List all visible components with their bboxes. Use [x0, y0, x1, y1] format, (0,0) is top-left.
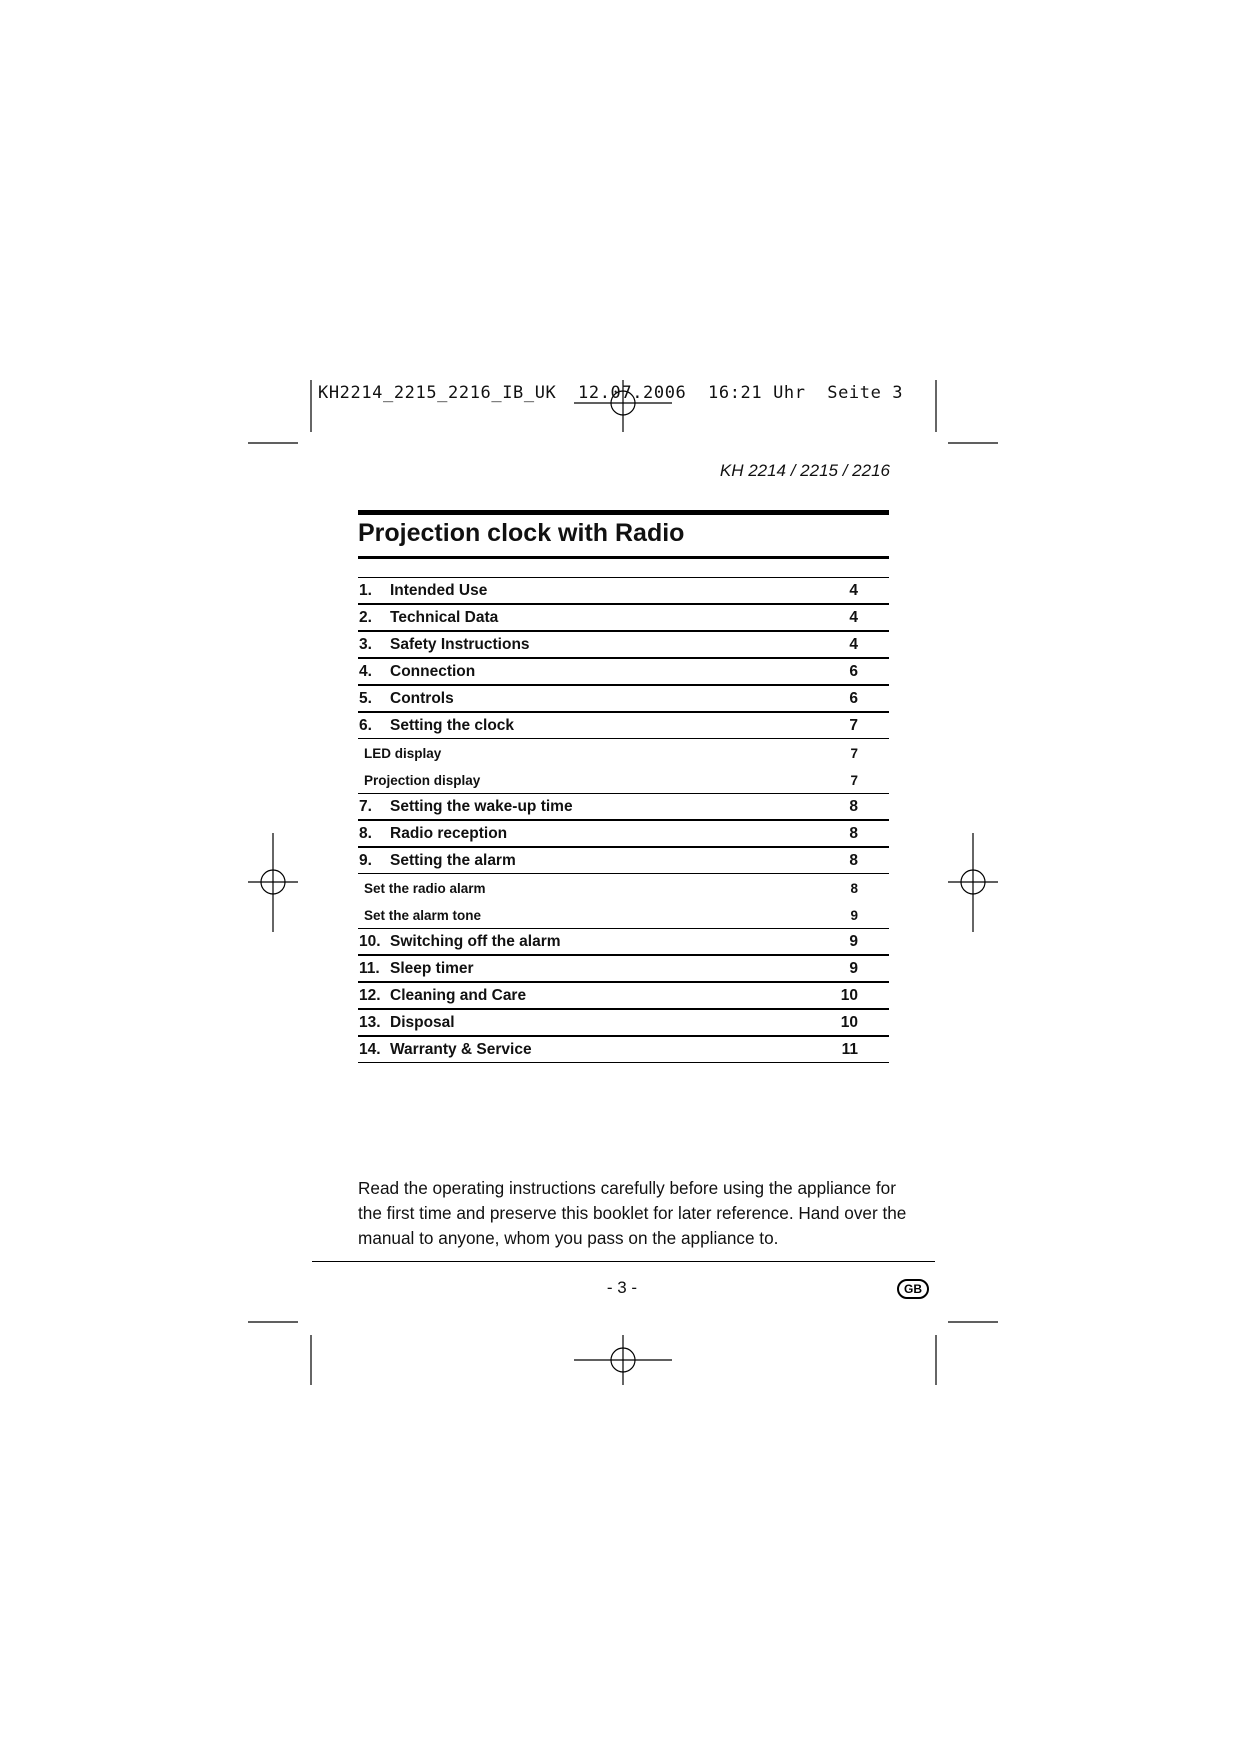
toc-number: 2.	[359, 609, 372, 626]
toc-label: Connection	[390, 663, 476, 680]
intro-line: the first time and preserve this booklet for later reference. Hand over the	[358, 1203, 907, 1223]
toc-rule	[358, 712, 889, 713]
toc-entry	[358, 658, 889, 685]
toc-subentry	[358, 874, 889, 901]
toc-page: 8	[850, 881, 858, 896]
toc-entry	[358, 955, 889, 982]
toc-entry	[358, 982, 889, 1009]
toc-page: 6	[849, 663, 858, 680]
toc-label: Set the radio alarm	[364, 881, 486, 896]
toc-label: Warranty & Service	[390, 1041, 532, 1058]
toc-number: 14.	[359, 1041, 381, 1058]
toc-page: 9	[849, 960, 858, 977]
toc-rule	[358, 793, 889, 794]
toc-rule	[358, 928, 889, 929]
toc-entry	[358, 631, 889, 658]
toc-label: Intended Use	[390, 582, 488, 599]
title-rule-top	[358, 510, 889, 515]
toc-label: Set the alarm tone	[364, 908, 482, 923]
toc-number: 4.	[359, 663, 372, 680]
toc-label: Technical Data	[390, 609, 499, 626]
footer-rule	[312, 1261, 935, 1262]
model-number: KH 2214 / 2215 / 2216	[719, 461, 890, 480]
toc-number: 5.	[359, 690, 372, 707]
page-number: - 3 -	[606, 1278, 638, 1297]
toc-label: Sleep timer	[390, 960, 474, 977]
toc-rule	[358, 1009, 889, 1010]
print-slug: KH2214_2215_2216_IB_UK 12.07.2006 16:21 Uhr Seite 3	[318, 383, 904, 403]
toc-number: 3.	[359, 636, 372, 653]
page-title: Projection clock with Radio	[358, 519, 685, 547]
toc-entry	[358, 793, 889, 820]
toc-rule	[358, 577, 889, 578]
toc-page: 7	[849, 717, 858, 734]
toc-entry	[358, 712, 889, 739]
toc-subentry	[358, 739, 889, 766]
toc-rule	[358, 982, 889, 983]
toc-entry	[358, 577, 889, 604]
toc-number: 8.	[359, 825, 372, 842]
toc-entry	[358, 1009, 889, 1036]
toc-rule	[358, 820, 889, 821]
toc-label: Disposal	[390, 1014, 455, 1031]
toc-page: 7	[850, 773, 858, 788]
toc-number: 7.	[359, 798, 372, 815]
toc-entry	[358, 1036, 889, 1063]
toc-label: Setting the clock	[390, 717, 515, 734]
toc-label: Projection display	[364, 773, 481, 788]
toc-rule	[358, 658, 889, 659]
toc-page: 4	[849, 609, 858, 626]
toc-label: Cleaning and Care	[390, 987, 527, 1004]
toc-label: Radio reception	[390, 825, 508, 842]
toc-subentry	[358, 901, 889, 928]
toc-number: 6.	[359, 717, 372, 734]
toc-rule	[358, 955, 889, 956]
toc-label: Setting the alarm	[390, 852, 516, 869]
toc-number: 12.	[359, 987, 381, 1004]
toc-number: 13.	[359, 1014, 381, 1031]
toc-rule	[358, 604, 889, 605]
toc-entry	[358, 847, 889, 874]
toc-rule	[358, 847, 889, 848]
toc-page: 8	[849, 798, 858, 815]
toc-page: 9	[850, 908, 858, 923]
toc-label: Controls	[390, 690, 454, 707]
toc-page: 11	[841, 1041, 858, 1058]
toc-page: 6	[849, 690, 858, 707]
toc-label: LED display	[364, 746, 442, 761]
toc-number: 1.	[359, 582, 372, 599]
toc-page: 8	[849, 825, 858, 842]
toc-page: 4	[849, 582, 858, 599]
toc-rule	[358, 1062, 889, 1063]
toc-entry	[358, 604, 889, 631]
toc-rule	[358, 631, 889, 632]
toc-page: 10	[840, 1014, 858, 1031]
toc-entry	[358, 820, 889, 847]
toc-page: 10	[840, 987, 858, 1004]
intro-line: manual to anyone, whom you pass on the appliance to.	[358, 1228, 779, 1248]
intro-line: Read the operating instructions carefully before using the appliance for	[358, 1178, 896, 1198]
toc-label: Switching off the alarm	[390, 933, 561, 950]
intro-paragraph	[358, 1176, 907, 1251]
toc-subentry	[358, 766, 889, 793]
toc-number: 10.	[359, 933, 381, 950]
toc-page: 8	[849, 852, 858, 869]
language-badge: GB	[897, 1279, 929, 1299]
toc-entry	[358, 685, 889, 712]
toc-page: 7	[850, 746, 858, 761]
title-rule-bottom	[358, 556, 889, 559]
toc-label: Safety Instructions	[390, 636, 530, 653]
toc-page: 4	[849, 636, 858, 653]
toc-page: 9	[849, 933, 858, 950]
toc-rule	[358, 1036, 889, 1037]
toc-entry	[358, 928, 889, 955]
toc-rule	[358, 685, 889, 686]
toc-number: 11.	[359, 960, 380, 977]
toc-label: Setting the wake-up time	[390, 798, 573, 815]
toc-number: 9.	[359, 852, 372, 869]
